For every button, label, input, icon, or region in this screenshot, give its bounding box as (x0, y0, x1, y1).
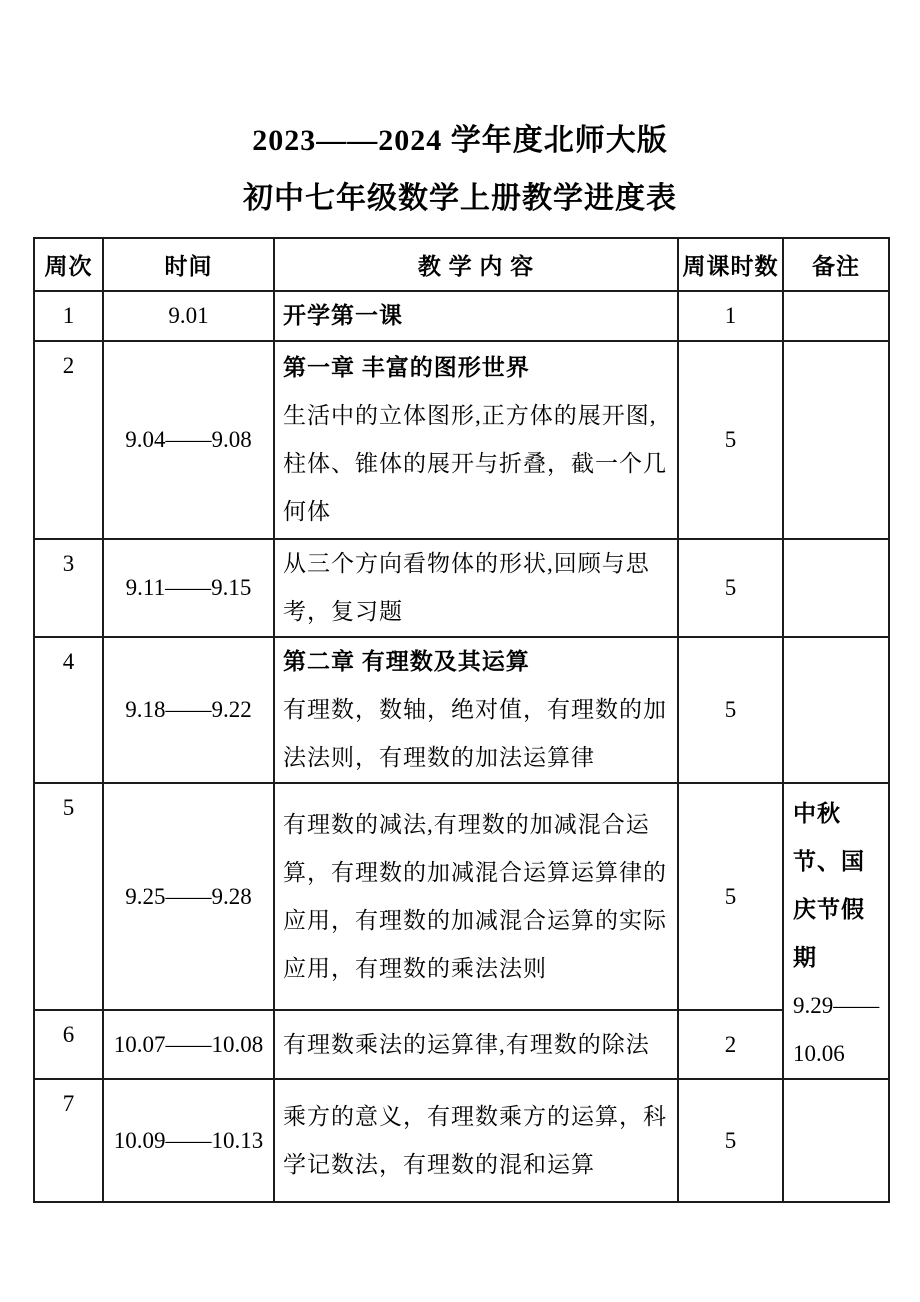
table-row-week-5 (34, 783, 889, 1010)
content-cell (274, 1010, 678, 1079)
content-cell (274, 1079, 678, 1202)
hours-cell: 5 (678, 1079, 783, 1202)
content-cell (274, 341, 678, 539)
content-cell (274, 783, 678, 1010)
table-header-row (34, 238, 889, 291)
table-row-week-7 (34, 1079, 889, 1202)
time-cell: 10.07——10.08 (103, 1010, 274, 1079)
teaching-schedule-table (33, 237, 890, 1203)
week-cell: 6 (34, 1010, 103, 1079)
note-cell (783, 291, 889, 341)
time-cell: 9.18——9.22 (103, 637, 274, 783)
page-title-line2: 初中七年级数学上册教学进度表 (243, 182, 677, 215)
hours-cell: 5 (678, 637, 783, 783)
week-cell: 5 (34, 783, 103, 1010)
content-text: 生活中的立体图形,正方体的展开图,柱体、锥体的展开与折叠，截一个几何体 (283, 403, 667, 524)
note-cell (783, 637, 889, 783)
hours-cell: 5 (678, 539, 783, 637)
week-cell: 1 (34, 291, 103, 341)
time-cell: 9.25——9.28 (103, 783, 274, 1010)
hours-cell: 2 (678, 1010, 783, 1079)
page-title-line1: 2023——2024 学年度北师大版 (252, 124, 668, 157)
hours-cell: 1 (678, 291, 783, 341)
content-text: 开学第一课 (283, 303, 403, 328)
content-text: 有理数的减法,有理数的加减混合运算，有理数的加减混合运算运算律的应用，有理数的加减混合运算的实际应用，有理数的乘法法则 (283, 811, 667, 981)
content-cell (274, 637, 678, 783)
content-cell (274, 291, 678, 341)
hours-cell: 5 (678, 783, 783, 1010)
week-cell: 4 (34, 637, 103, 783)
content-cell (274, 539, 678, 637)
content-text: 有理数乘法的运算律,有理数的除法 (283, 1031, 650, 1057)
table-row-week-4 (34, 637, 889, 783)
chapter-heading: 第二章 有理数及其运算 (283, 649, 530, 674)
time-cell: 9.04——9.08 (103, 341, 274, 539)
note-cell (783, 1079, 889, 1202)
time-cell: 9.11——9.15 (103, 539, 274, 637)
content-text: 从三个方向看物体的形状,回顾与思考，复习题 (283, 551, 650, 624)
note-holiday-dates: 9.29——10.06 (793, 993, 880, 1066)
content-text: 有理数，数轴，绝对值，有理数的加法法则，有理数的加法运算律 (283, 697, 667, 770)
header-content: 教 学 内 容 (274, 238, 678, 291)
note-cell (783, 341, 889, 539)
header-time: 时间 (103, 238, 274, 291)
hours-cell: 5 (678, 341, 783, 539)
table-row-week-1 (34, 291, 889, 341)
note-cell (783, 539, 889, 637)
week-cell: 7 (34, 1079, 103, 1202)
table-row-week-3 (34, 539, 889, 637)
header-note: 备注 (783, 238, 889, 291)
week-cell: 2 (34, 341, 103, 539)
week-cell: 3 (34, 539, 103, 637)
note-cell-holiday (783, 783, 889, 1079)
header-hours: 周课时数 (678, 238, 783, 291)
content-text: 乘方的意义，有理数乘方的运算，科学记数法，有理数的混和运算 (283, 1103, 667, 1177)
table-row-week-2 (34, 341, 889, 539)
time-cell: 10.09——10.13 (103, 1079, 274, 1202)
header-week: 周次 (34, 238, 103, 291)
table-row-week-6 (34, 1010, 889, 1079)
note-holiday-text: 中秋节、国庆节假期 (793, 801, 865, 970)
chapter-heading: 第一章 丰富的图形世界 (283, 355, 530, 380)
time-cell: 9.01 (103, 291, 274, 341)
